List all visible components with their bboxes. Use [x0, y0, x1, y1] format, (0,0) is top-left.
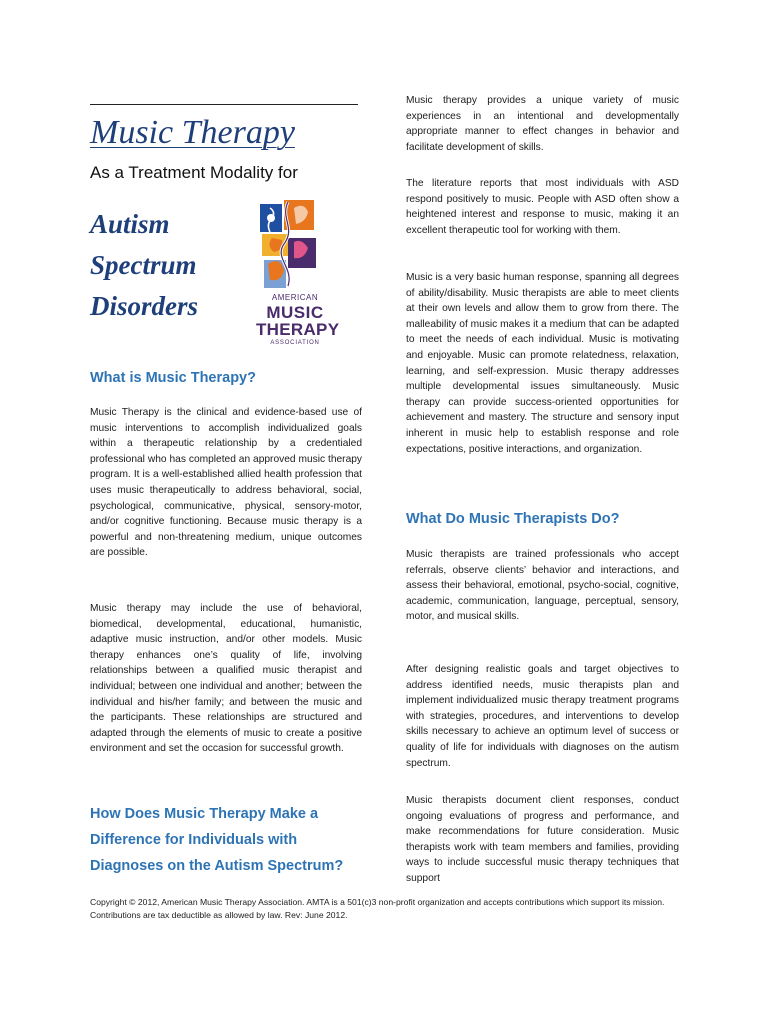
logo-line-american: AMERICAN [271, 293, 319, 302]
paragraph-models: Music therapy may include the use of behavioral, biomedical, developmental, educational, humanistic, adaptive music instruction, and/or other models. Music therapy enhances one’s quality of life, involving relationships between a qualified music therapist and individual; between one individual and another; between the individual and his/her family; and between the music and the participants. These relationships are structured and adapted through the elements of music to create a positive environment and set the occasion for successful growth. [90, 603, 362, 755]
copyright-notice: Copyright © 2012, American Music Therapy Association. AMTA is a 501(c)3 non-profit organization and accepts contributions which support its mission. Contributions are tax deductible as allowed by law. Rev: June 2012. [90, 897, 665, 920]
paragraph-basic-response: Music is a very basic human response, spanning all degrees of ability/disability. Music therapists are able to meet clients at their own levels and allow them to grow from there. The malleability of music makes it a medium that can be adapted to meet the needs of each individual. Music is motivating and enjoyable. Music can promote relatedness, relaxation, learning, and self-expression. Music therapy addresses multiple developmental issues simultaneously. Music therapy can provide success-oriented opportunities for achievement and mastery. The structure and sensory input inherent in music help to establish response and role expectations, positive interactions, and organization. [406, 272, 679, 455]
asd-title [90, 204, 198, 327]
logo-line-therapy: THERAPY [256, 320, 340, 339]
logo-line-music: MUSIC [266, 303, 324, 322]
asd-title-line: Autism [90, 209, 170, 239]
section-heading-what-is: What is Music Therapy? [90, 370, 256, 386]
document-subtitle: As a Treatment Modality for [90, 163, 298, 182]
asd-title-line: Spectrum [90, 250, 197, 280]
section-heading-how-does [90, 801, 343, 879]
paragraph-definition: Music Therapy is the clinical and evidence-based use of music interventions to accomplish individualized goals within a therapeutic relationship by a credentialed professional who has completed an approved music therapy program. It is a well-established allied health profession that uses music therapeutically to address behavioral, social, psychological, communicative, physical, sensory-motor, and/or cognitive functioning. Because music therapy is a powerful and non-threatening medium, unique outcomes are possible. [90, 407, 362, 559]
heading-line: Diagnoses on the Autism Spectrum? [90, 858, 344, 874]
heading-line: Difference for Individuals with [90, 832, 298, 848]
paragraph-literature: The literature reports that most individuals with ASD respond positively to music. People with ASD often show a heightened interest and response to music, making it an excellent therapeutic tool for working with them. [406, 178, 679, 236]
asd-title-line: Disorders [90, 291, 199, 321]
paragraph-documentation: Music therapists document client responses, conduct ongoing evaluations of progress and performance, and make recommendations for future consideration. Music therapists work with team members and families, providing ways to include successful music therapy techniques that support [406, 795, 679, 884]
logo-line-association: ASSOCIATION [270, 340, 320, 346]
amta-logo-art [258, 198, 320, 290]
heading-line: How Does Music Therapy Make a [90, 806, 319, 822]
amta-logo-text [256, 293, 340, 346]
section-heading-what-do: What Do Music Therapists Do? [406, 511, 620, 527]
amta-logo [256, 198, 340, 356]
paragraph-experiences: Music therapy provides a unique variety of music experiences in an intentional and developmentally appropriate manner to effect changes in behavior and facilitate development of skills. [406, 95, 679, 153]
document-title: Music Therapy [90, 114, 295, 151]
paragraph-goals: After designing realistic goals and target objectives to address identified needs, music therapists plan and implement individualized music therapy treatment programs with strategies, procedures, and interventions to develop skills necessary to achieve an optimum level of success or quality of life for individuals with diagnoses on the autism spectrum. [406, 664, 679, 769]
paragraph-trained-professionals: Music therapists are trained professionals who accept referrals, observe clients’ behavior and interactions, and assess their behavioral, emotional, psycho-social, cognitive, academic, communication, language, perceptual, sensory, motor, and musical skills. [406, 549, 679, 623]
top-rule [90, 104, 358, 105]
